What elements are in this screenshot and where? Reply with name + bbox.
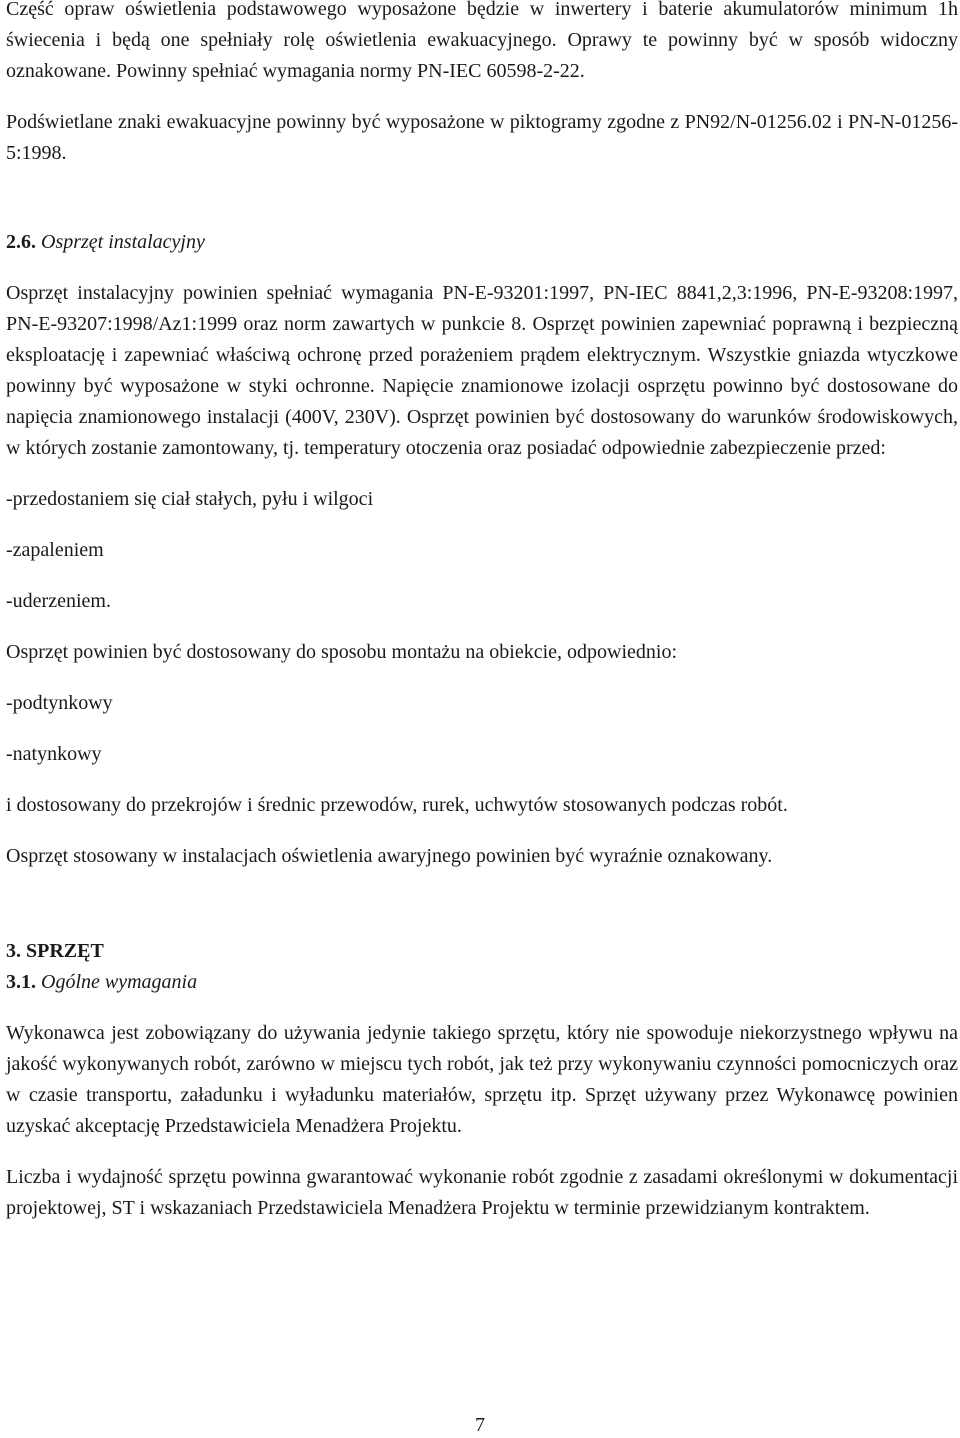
section-heading-2-6: [6, 227, 958, 258]
list-item: -przedostaniem się ciał stałych, pyłu i wilgoci: [6, 488, 374, 510]
paragraph-cross-sections: i dostosowany do przekrojów i średnic przewodów, rurek, uchwytów stosowanych podczas robót.: [6, 794, 788, 816]
chapter-heading-3: 3. SPRZĘT: [6, 940, 104, 962]
page-number: 7: [475, 1414, 485, 1436]
paragraph-mounting-method: Osprzęt powinien być dostosowany do sposobu montażu na obiekcie, odpowiednio:: [6, 641, 677, 663]
list-item: -podtynkowy: [6, 692, 113, 714]
section-title: Osprzęt instalacyjny: [36, 231, 205, 253]
list-item: -zapaleniem: [6, 539, 104, 561]
paragraph-equipment-quantity: Liczba i wydajność sprzętu powinna gwarantować wykonanie robót zgodnie z zasadami określonymi w dokumentacji projektowej, ST i wskazaniach Przedstawiciela Menadżera Projektu w terminie przewidzianym kontraktem.: [6, 1166, 958, 1219]
paragraph-emergency-lighting: Część opraw oświetlenia podstawowego wyposażone będzie w inwertery i baterie akumulatorów minimum 1h świecenia i będą one spełniały rolę oświetlenia ewakuacyjnego. Oprawy te powinny być w sposób widoczny oznakowane. Powinny spełniać wymagania normy PN-IEC 60598-2-22.: [6, 0, 958, 82]
list-item: -uderzeniem.: [6, 590, 111, 612]
paragraph-equipment-requirements: Wykonawca jest zobowiązany do używania jedynie takiego sprzętu, który nie spowoduje niekorzystnego wpływu na jakość wykonywanych robót, zarówno w miejscu tych robót, jak też przy wykonywaniu czynności pomocniczych oraz w czasie transportu, załadunku i wyładunku materiałów, sprzętu itp. Sprzęt używany przez Wykonawcę powinien uzyskać akceptację Przedstawiciela Menadżera Projektu.: [6, 1022, 958, 1137]
list-item: -natynkowy: [6, 743, 102, 765]
paragraph-installation-fittings: Osprzęt instalacyjny powinien spełniać wymagania PN-E-93201:1997, PN-IEC 8841,2,3:1996, PN-E-93208:1997, PN-E-93207:1998/Az1:1999 oraz norm zawartych w punkcie 8. Osprzęt powinien zapewniać poprawną i bezpieczną eksploatację i zapewniać właściwą ochronę przed porażeniem prądem elektrycznym. Wszystkie gniazda wtyczkowe powinny być wyposażone w styki ochronne. Napięcie znamionowe izolacji osprzętu powinno być dostosowane do napięcia znamionowego instalacji (400V, 230V). Osprzęt powinien być dostosowany do warunków środowiskowych, w których zostanie zamontowany, tj. temperatury otoczenia oraz posiadać odpowiednie zabezpieczenie przed:: [6, 282, 958, 459]
document-page: [6, 0, 958, 1224]
section-number: 2.6.: [6, 231, 36, 253]
section-heading-3-1: [6, 967, 958, 998]
section-number: 3.1.: [6, 971, 36, 993]
paragraph-evacuation-signs: Podświetlane znaki ewakuacyjne powinny być wyposażone w piktogramy zgodne z PN92/N-01256.02 i PN-N-01256-5:1998.: [6, 111, 958, 164]
paragraph-emergency-marking: Osprzęt stosowany w instalacjach oświetlenia awaryjnego powinien być wyraźnie oznakowany.: [6, 845, 773, 867]
section-title: Ogólne wymagania: [36, 971, 198, 993]
